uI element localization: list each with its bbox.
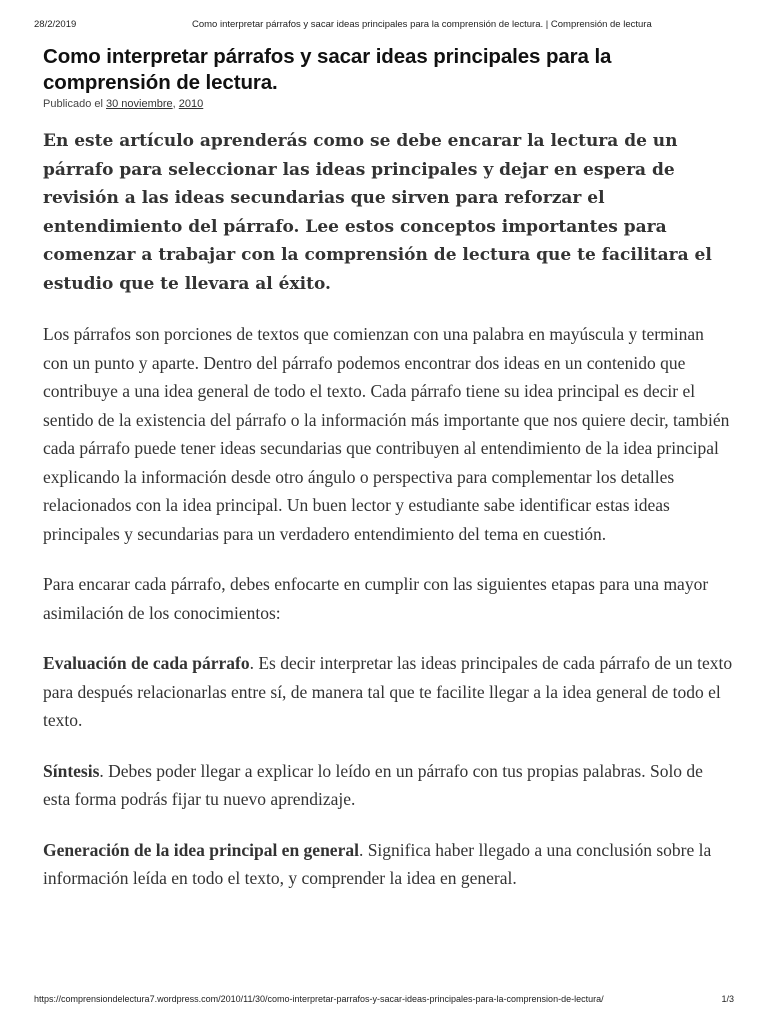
step-term: Síntesis <box>43 760 100 781</box>
step-term: Evaluación de cada párrafo <box>43 653 250 673</box>
step-term: Generación de la idea principal en general <box>43 839 359 860</box>
published-date-link[interactable]: 30 noviembre <box>106 98 173 110</box>
step-synthesis <box>43 757 733 814</box>
step-main-idea <box>43 836 733 893</box>
step-text: . Significa haber llegado a una conclusión sobre la información leída en todo el texto, y comprender la idea en general. <box>43 839 712 888</box>
article <box>43 44 733 893</box>
post-meta <box>43 98 733 110</box>
step-evaluation <box>43 649 733 735</box>
article-lead: En este artículo aprenderás como se debe encarar la lectura de un párrafo para seleccionar las ideas principales y dejar en espera de revisión a las ideas secundarias que sirven para reforzar el entendimiento del párrafo. Lee estos conceptos importantes para comenzar a trabajar con la comprensión de lectura que te facilitara el estudio que te llevara al éxito. <box>43 131 712 294</box>
step-text: . Es decir interpretar las ideas principales de cada párrafo de un texto para después relacionarlas entre sí, de manera tal que te facilite llegar a la idea general de todo el texto. <box>43 653 733 730</box>
paragraph-intro: Los párrafos son porciones de textos que comienzan con una palabra en mayúscula y terminan con un punto y aparte. Dentro del párrafo podemos encontrar dos ideas en un contenido que contribuye a una idea general de todo el texto. Cada párrafo tiene su idea principal es decir el sentido de la existencia del párrafo o la información más importante que nos quiere decir, también cada párrafo puede tener ideas secundarias que contribuyen al entendimiento de la idea principal explicando la información desde otro ángulo o perspectiva para complementar los detalles relacionados con la idea principal. Un buen lector y estudiante sabe identificar estas ideas principales y secundarias para un verdadero entendimiento del tema en cuestión. <box>43 324 730 544</box>
published-prefix: Publicado el <box>43 98 103 110</box>
article-title: Como interpretar párrafos y sacar ideas principales para la comprensión de lectura. <box>43 45 612 94</box>
print-page-title: Como interpretar párrafos y sacar ideas principales para la comprensión de lectura. | Comprensión de lectura <box>192 19 652 30</box>
print-page-number: 1/3 <box>721 994 734 1004</box>
published-separator: , <box>172 98 176 110</box>
print-url: https://comprensiondelectura7.wordpress.com/2010/11/30/como-interpretar-parrafos-y-sacar-ideas-principales-para-la-comprension-de-lectura/ <box>34 994 604 1004</box>
step-text: . Debes poder llegar a explicar lo leído en un párrafo con tus propias palabras. Solo de esta forma podrás fijar tu nuevo aprendizaje. <box>43 760 703 809</box>
print-date: 28/2/2019 <box>34 19 77 30</box>
paragraph-stages: Para encarar cada párrafo, debes enfocarte en cumplir con las siguientes etapas para una mayor asimilación de los conocimientos: <box>43 574 709 623</box>
published-year-link[interactable]: 2010 <box>178 98 204 110</box>
